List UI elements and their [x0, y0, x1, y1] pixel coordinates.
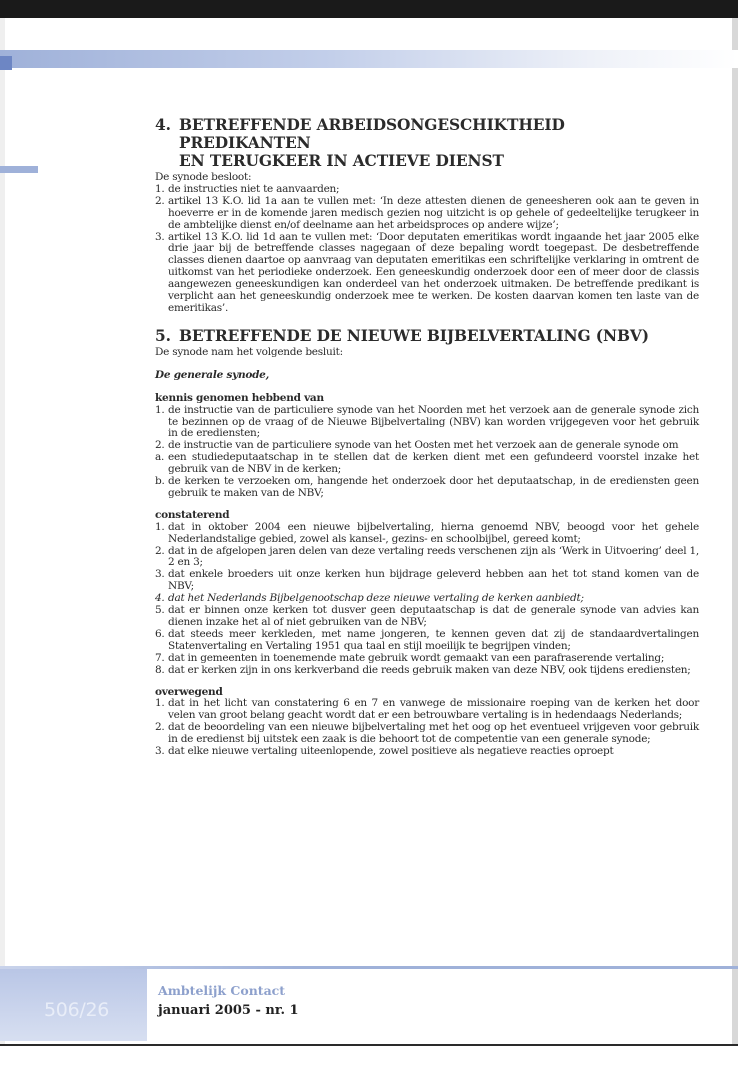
list-item: 2. dat de beoordeling van een nieuwe bijbelvertaling met het oog op het eventueel vrijgeven voor gebruik in de eredienst bij uitstek een zaak is die behoort tot de competentie van een generale synode;	[155, 721, 699, 746]
overwegend-heading: overwegend	[155, 685, 223, 698]
list-item: 8. dat er kerken zijn in ons kerkverband die reeds gebruik maken van deze NBV, ook tijdens erediensten;	[155, 663, 691, 676]
list-item: 5. dat er binnen onze kerken tot dusver geen deputaatschap is dat de generale synode van advies kan dienen inzake het al of niet gebruiken van de NBV;	[155, 604, 699, 628]
header-side-tab	[0, 56, 12, 70]
scan-right-edge	[732, 18, 738, 1068]
section-4-heading	[155, 116, 699, 170]
list-item: 1. dat in het licht van constatering 6 en 7 en vanwege de missionaire roeping van de kerken het door velen van groot belang geacht wordt dat er een betrouwbare vertaling is in hedendaags Nederlands;	[155, 697, 699, 722]
list-item: 6. dat steeds meer kerkleden, met name jongeren, te kennen geven dat zij de standaardvertalingen Statenvertaling en Vertaling 1951 qua taal en stijl moeilijk te begrijpen vinden;	[155, 627, 699, 652]
list-item: 3. dat elke nieuwe vertaling uiteenlopende, zowel positieve als negatieve reacties oproept	[155, 745, 614, 758]
list-item: 1. de instructie van de particuliere synode van het Noorden met het verzoek aan de generale synode zich te bezinnen op de vraag of de Nieuwe Bijbelvertaling (NBV) kan worden vrijgegeven voor het gebruik in de erediensten;	[155, 403, 699, 440]
constaterend-heading: constaterend	[155, 508, 230, 521]
sub-list-item: a. een studiedeputaatschap in te stellen dat de kerken dient met een gefundeerd voorstel inzake het gebruik van de NBV in de kerken;	[155, 451, 699, 476]
section-title-line: EN TERUGKEER IN ACTIEVE DIENST	[179, 152, 504, 170]
section-side-tab	[0, 166, 38, 173]
page-content	[155, 116, 699, 758]
page-number: 506/26	[44, 999, 110, 1021]
sub-list-item: b. de kerken te verzoeken om, hangende het onderzoek door het deputaatschap, in de erediensten geen gebruik te maken van de NBV;	[155, 475, 699, 499]
decision-heading: De generale synode,	[155, 368, 270, 381]
list-item: 1. dat in oktober 2004 een nieuwe bijbelvertaling, hierna genoemd NBV, beoogd voor het gehele Nederlandstalige gebied, zowel als kansel-, gezins- en schoolbijbel, gereed komt;	[155, 520, 699, 545]
list-item: 2. artikel 13 K.O. lid 1a aan te vullen met: ‘In deze attesten dienen de geneesheren ook aan te geven in hoeverre er in de komende jaren medisch gezien nog uitzicht is op gehele of gedeeltelijke terugkeer in de ambtelijke dienst en/of deelname aan het arbeidsproces op andere wijze’;	[155, 194, 699, 231]
section-title-line: BETREFFENDE DE NIEUWE BIJBELVERTALING (NBV)	[179, 326, 649, 345]
header-color-band	[0, 50, 738, 68]
list-item: 2. dat in de afgelopen jaren delen van deze vertaling reeds verschenen zijn als ‘Werk in Uitvoering’ deel 1, 2 en 3;	[155, 544, 699, 569]
scan-top-border	[0, 0, 738, 18]
section-4-intro: De synode besloot:	[155, 171, 252, 183]
scan-bottom-border	[0, 1044, 738, 1070]
list-item: 7. dat in gemeenten in toenemende mate gebruik wordt gemaakt van een parafraserende vertaling;	[155, 651, 665, 664]
list-item: 4. dat het Nederlands Bijbelgenootschap deze nieuwe vertaling de kerken aanbiedt;	[155, 592, 584, 605]
list-item: 3. artikel 13 K.O. lid 1d aan te vullen met: ‘Door deputaten emeritikas wordt ingaande het jaar 2005 elke drie jaar bij de betreffende classes nagegaan of deze bepaling wordt toegepast. De desbetreffende classes dienen daartoe op aanvraag van deputaten emeritikas een schriftelijke verklaring in omtrent de uitkomst van het periodieke onderzoek. Een geneeskundig onderzoek door een of meer door de classis aangewezen geneeskundigen kan onderdeel van het onderzoek uitmaken. De betreffende predikant is verplicht aan het geneeskundig onderzoek mee te werken. De kosten daarvan komen ten laste van de emeritikas’.	[155, 230, 699, 314]
issue-label: januari 2005 - nr. 1	[158, 1003, 299, 1018]
list-item: 1. de instructies niet te aanvaarden;	[155, 182, 340, 195]
section-number: 4.	[155, 116, 171, 134]
magazine-title: Ambtelijk Contact	[158, 983, 286, 998]
section-5-heading	[155, 327, 699, 345]
kennis-heading: kennis genomen hebbend van	[155, 391, 324, 404]
section-title-line: BETREFFENDE ARBEIDSONGESCHIKTHEID PREDIKANTEN	[179, 116, 565, 152]
list-item: 3. dat enkele broeders uit onze kerken hun bijdrage geleverd hebben aan het tot stand komen van de NBV;	[155, 568, 699, 593]
section-5-intro: De synode nam het volgende besluit:	[155, 345, 343, 358]
list-item: 2. de instructie van de particuliere synode van het Oosten met het verzoek aan de generale synode om	[155, 439, 679, 452]
section-number: 5.	[155, 326, 171, 345]
